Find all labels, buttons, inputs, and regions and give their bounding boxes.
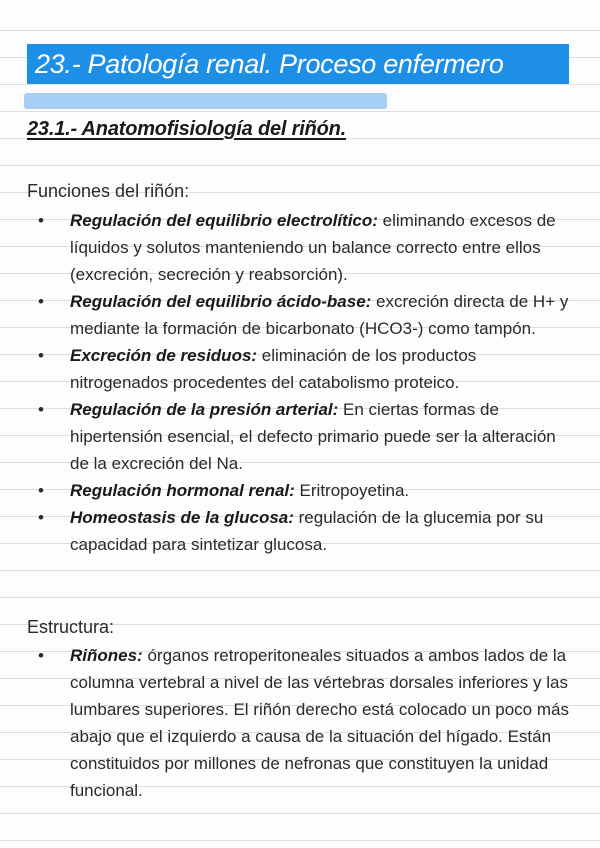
item-term: Excreción de residuos: [70, 346, 258, 365]
structure-heading: Estructura: [27, 617, 115, 637]
list-item [0, 342, 600, 396]
item-term: Homeostasis de la glucosa: [70, 508, 294, 527]
item-text: órganos retroperitoneales situados a ambos lados de la columna vertebral a nivel de las vértebras dorsales inferiores y las lumbares superiores. El riñón derecho está colocado un poco más abajo que el izquierdo a causa de la situación del hígado. Están constituidos por millones de nefronas que constituyen la unidad funcional. [70, 646, 569, 800]
functions-list [0, 207, 600, 558]
item-term: Regulación hormonal renal: [70, 481, 295, 500]
bullet-icon: • [38, 400, 44, 419]
item-text: regulación de la glucemia por su capacidad para sintetizar glucosa. [70, 508, 544, 554]
bullet-icon: • [38, 292, 44, 311]
item-text: excreción directa de H+ y mediante la formación de bicarbonato (HCO3-) como tampón. [70, 292, 569, 338]
item-text: eliminando excesos de líquidos y solutos manteniendo un balance correcto entre ellos (excreción, secreción y reabsorción). [70, 211, 556, 284]
item-term: Regulación del equilibrio electrolítico: [70, 211, 378, 230]
structure-list [0, 642, 600, 804]
item-term: Riñones: [70, 646, 143, 665]
document-title: 23.- Patología renal. Proceso enfermero [27, 44, 569, 84]
section-subtitle: 23.1.- Anatomofisiología del riñón. [27, 118, 346, 140]
bullet-icon: • [38, 646, 44, 665]
functions-heading: Funciones del riñón: [27, 181, 190, 201]
bullet-icon: • [38, 481, 44, 500]
list-item [0, 396, 600, 477]
list-item [0, 288, 600, 342]
item-text: En ciertas formas de hipertensión esencial, el defecto primario puede ser la alteración de la excreción del Na. [70, 400, 556, 473]
highlighter-mark [24, 93, 387, 109]
bullet-icon: • [38, 508, 44, 527]
item-term: Regulación de la presión arterial: [70, 400, 339, 419]
list-item [0, 207, 600, 288]
bullet-icon: • [38, 211, 44, 230]
bullet-icon: • [38, 346, 44, 365]
list-item [0, 477, 600, 504]
item-text: eliminación de los productos nitrogenados procedentes del catabolismo proteico. [70, 346, 477, 392]
list-item [0, 642, 600, 804]
item-text: Eritropoyetina. [294, 481, 410, 500]
item-term: Regulación del equilibrio ácido-base: [70, 292, 372, 311]
list-item [0, 504, 600, 558]
